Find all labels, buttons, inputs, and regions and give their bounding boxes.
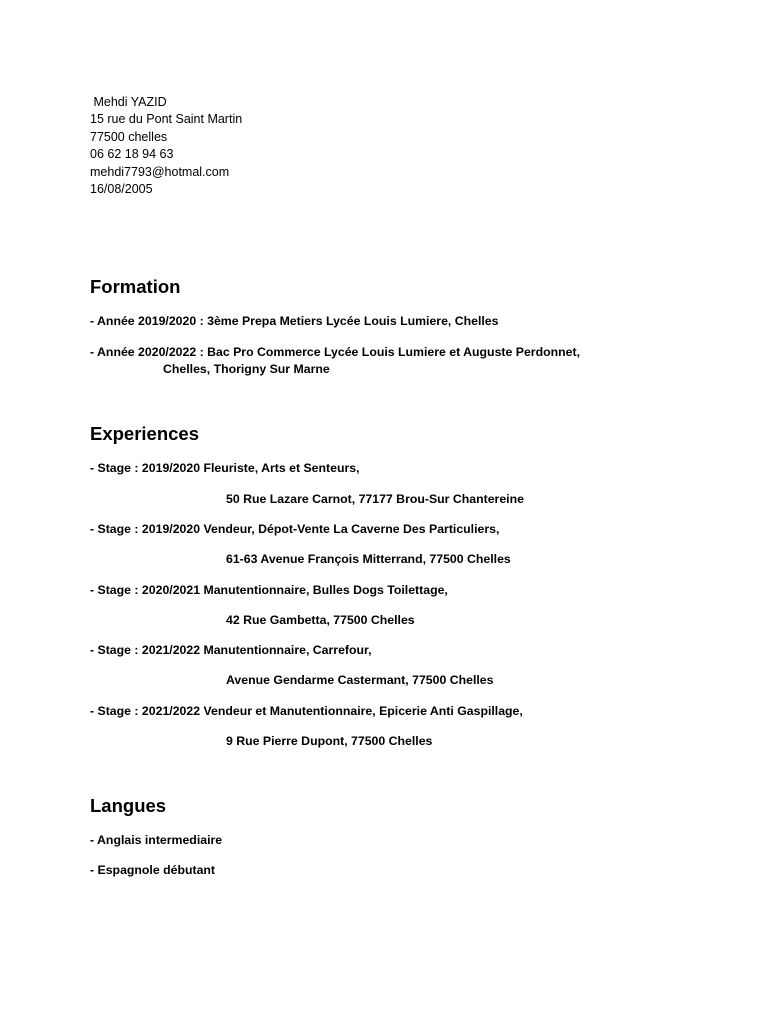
experience-item: - Stage : 2020/2021 Manutentionnaire, Bulles Dogs Toilettage, (90, 583, 448, 597)
formation-item-continuation: Chelles, Thorigny Sur Marne (163, 362, 330, 376)
experiences-heading: Experiences (90, 423, 200, 444)
experience-item: - Stage : 2021/2022 Manutentionnaire, Carrefour, (90, 643, 372, 657)
contact-birthdate: 16/08/2005 (90, 182, 153, 197)
experience-address: Avenue Gendarme Castermant, 77500 Chelles (226, 673, 494, 687)
formation-item: - Année 2020/2022 : Bac Pro Commerce Lycée Louis Lumiere et Auguste Perdonnet, (90, 345, 580, 359)
experience-address: 42 Rue Gambetta, 77500 Chelles (226, 613, 415, 627)
contact-block (90, 94, 242, 198)
langue-item: - Espagnole débutant (90, 863, 216, 877)
experience-address: 9 Rue Pierre Dupont, 77500 Chelles (226, 734, 433, 748)
experience-item: - Stage : 2019/2020 Fleuriste, Arts et Senteurs, (90, 461, 360, 475)
contact-email: mehdi7793@hotmal.com (90, 164, 230, 179)
langues-heading: Langues (90, 795, 167, 816)
contact-name: Mehdi YAZID (90, 95, 167, 109)
experience-address: 50 Rue Lazare Carnot, 77177 Brou-Sur Chantereine (226, 492, 524, 506)
experience-item: - Stage : 2019/2020 Vendeur, Dépot-Vente La Caverne Des Particuliers, (90, 522, 500, 536)
contact-city: 77500 chelles (90, 129, 168, 144)
contact-phone: 06 62 18 94 63 (90, 147, 174, 162)
experience-item: - Stage : 2021/2022 Vendeur et Manutentionnaire, Epicerie Anti Gaspillage, (90, 704, 523, 718)
formation-heading: Formation (90, 276, 181, 297)
formation-item: - Année 2019/2020 : 3ème Prepa Metiers Lycée Louis Lumiere, Chelles (90, 314, 499, 328)
langue-item: - Anglais intermediaire (90, 833, 223, 847)
experience-address: 61-63 Avenue François Mitterrand, 77500 Chelles (226, 552, 511, 566)
contact-address: 15 rue du Pont Saint Martin (90, 112, 243, 127)
